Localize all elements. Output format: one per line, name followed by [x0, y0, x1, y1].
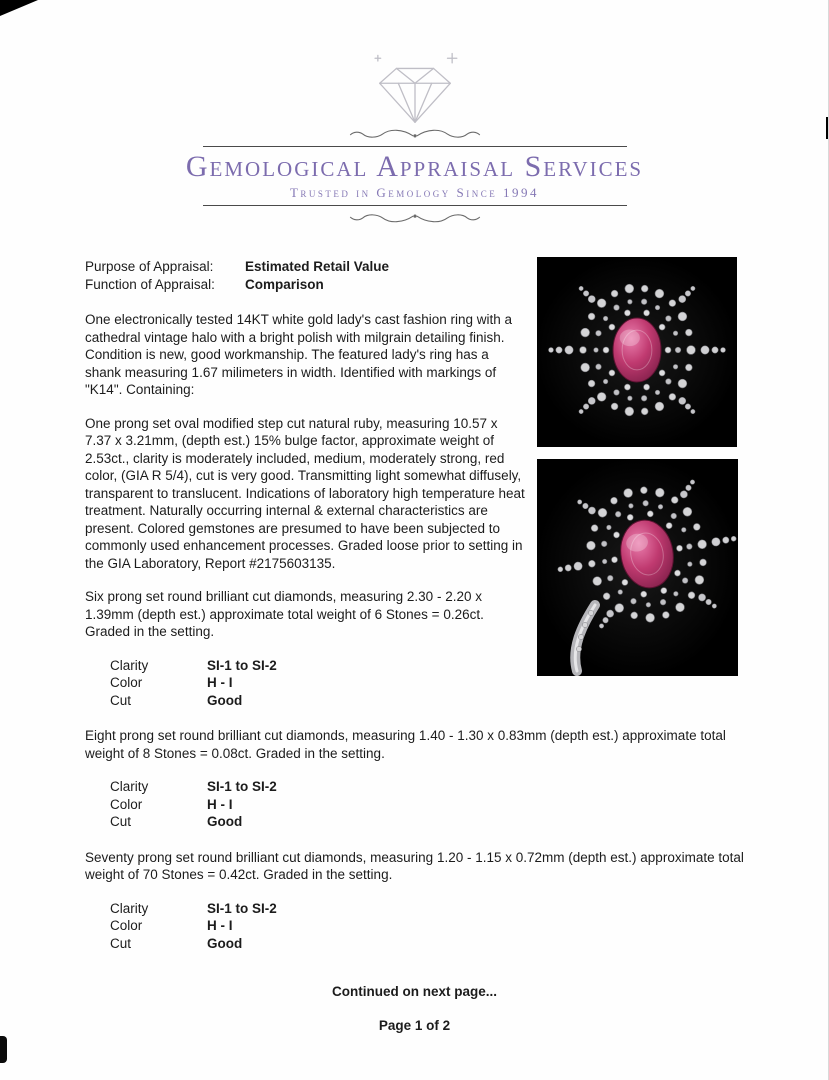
grade-label: Cut [110, 692, 132, 708]
scan-artifact-left-bottom [0, 1036, 7, 1063]
grade-value: H - I [207, 918, 233, 933]
letterhead-rule-top [203, 146, 627, 147]
eight-diamonds-paragraph: Eight prong set round brilliant cut diamonds, measuring 1.40 - 1.30 x 0.83mm (depth est.) approximate total weight of 8 Stones = 0.08ct. Graded in the setting. [85, 728, 726, 761]
grade-value: SI-1 to SI-2 [207, 900, 277, 916]
purpose-value: Estimated Retail Value [245, 259, 390, 274]
scan-artifact-top-left [0, 0, 38, 16]
brand-title: Gemological Appraisal Services [185, 150, 644, 183]
diamond-logo-icon [367, 48, 463, 126]
ring-description-paragraph: One electronically tested 14KT white gold lady's cast fashion ring with a cathedral vintage halo with a bright polish with milgrain detailing finish. Condition is new, good workmanship. The featured lady's ring has a shank measuring 1.67 milimeters in width. Identified with markings of "K14". Containing: [85, 312, 513, 397]
seventy-diamonds-paragraph: Seventy prong set round brilliant cut diamonds, measuring 1.20 - 1.15 x 0.72mm (depth est.) approximate total weight of 70 Stones = 0.42ct. Graded in the setting. [85, 849, 744, 882]
grade-row [110, 813, 753, 831]
grade-row [110, 900, 753, 918]
ring-top-view-illustration [537, 257, 737, 447]
brand-tagline: Trusted in Gemology Since 1994 [289, 185, 540, 200]
letterhead-rule-bottom [203, 205, 627, 206]
flourish-ornament-icon [330, 208, 500, 226]
grading-table-2 [110, 778, 753, 831]
function-label: Function of Appraisal: [85, 276, 215, 292]
six-diamonds-paragraph: Six prong set round brilliant cut diamonds, measuring 2.30 - 2.20 x 1.39mm (depth est.) approximate total weight of 6 Stones = 0.26ct. Graded in the setting. [85, 589, 484, 639]
page-number: Page 1 of 2 [378, 1018, 451, 1033]
purpose-label: Purpose of Appraisal: [85, 259, 214, 274]
grade-label: Color [110, 796, 143, 812]
continued-text: Continued on next page... [332, 984, 497, 999]
grade-row [110, 796, 753, 814]
grade-row [110, 917, 753, 935]
ring-photo-top-view [537, 257, 737, 447]
grade-value: H - I [207, 675, 233, 690]
grade-row [110, 935, 753, 953]
grade-row [110, 778, 753, 796]
grade-label: Cut [110, 935, 132, 951]
grade-value: Good [207, 814, 243, 829]
letterhead [0, 48, 829, 226]
grade-value: SI-1 to SI-2 [207, 779, 277, 794]
grade-label: Clarity [110, 779, 149, 794]
flourish-ornament-icon [330, 126, 500, 144]
grading-table-3 [110, 900, 753, 953]
grade-label: Cut [110, 814, 132, 829]
grade-label: Clarity [110, 657, 149, 673]
grade-label: Clarity [110, 900, 149, 916]
function-value: Comparison [245, 276, 324, 292]
grade-value: Good [207, 935, 243, 951]
ruby-description-paragraph: One prong set oval modified step cut natural ruby, measuring 10.57 x 7.37 x 3.21mm, (depth est.) 15% bulge factor, approximate weight of 2.53ct., clarity is moderately included, medium, moderately strong, red color, (GIA R 5/4), cut is very good. Transmitting light somewhat diffusely, transparent to translucent. Indications of laboratory high temperature heat treatment. Naturally occurring internal & external characteristics are present. Colored gemstones are presumed to have been subjected to commonly used enhancement processes. Graded loose prior to setting in the GIA Laboratory, Report #2175603135. [85, 415, 525, 571]
grade-label: Color [110, 675, 143, 690]
page-footer [0, 984, 829, 1033]
grade-value: Good [207, 692, 243, 708]
ring-photo-angled-view [537, 459, 738, 676]
grade-value: SI-1 to SI-2 [207, 657, 277, 673]
ring-angled-view-illustration [537, 459, 738, 676]
grade-label: Color [110, 918, 143, 933]
grade-row [110, 692, 753, 710]
grade-row [110, 674, 753, 692]
grade-value: H - I [207, 796, 233, 812]
